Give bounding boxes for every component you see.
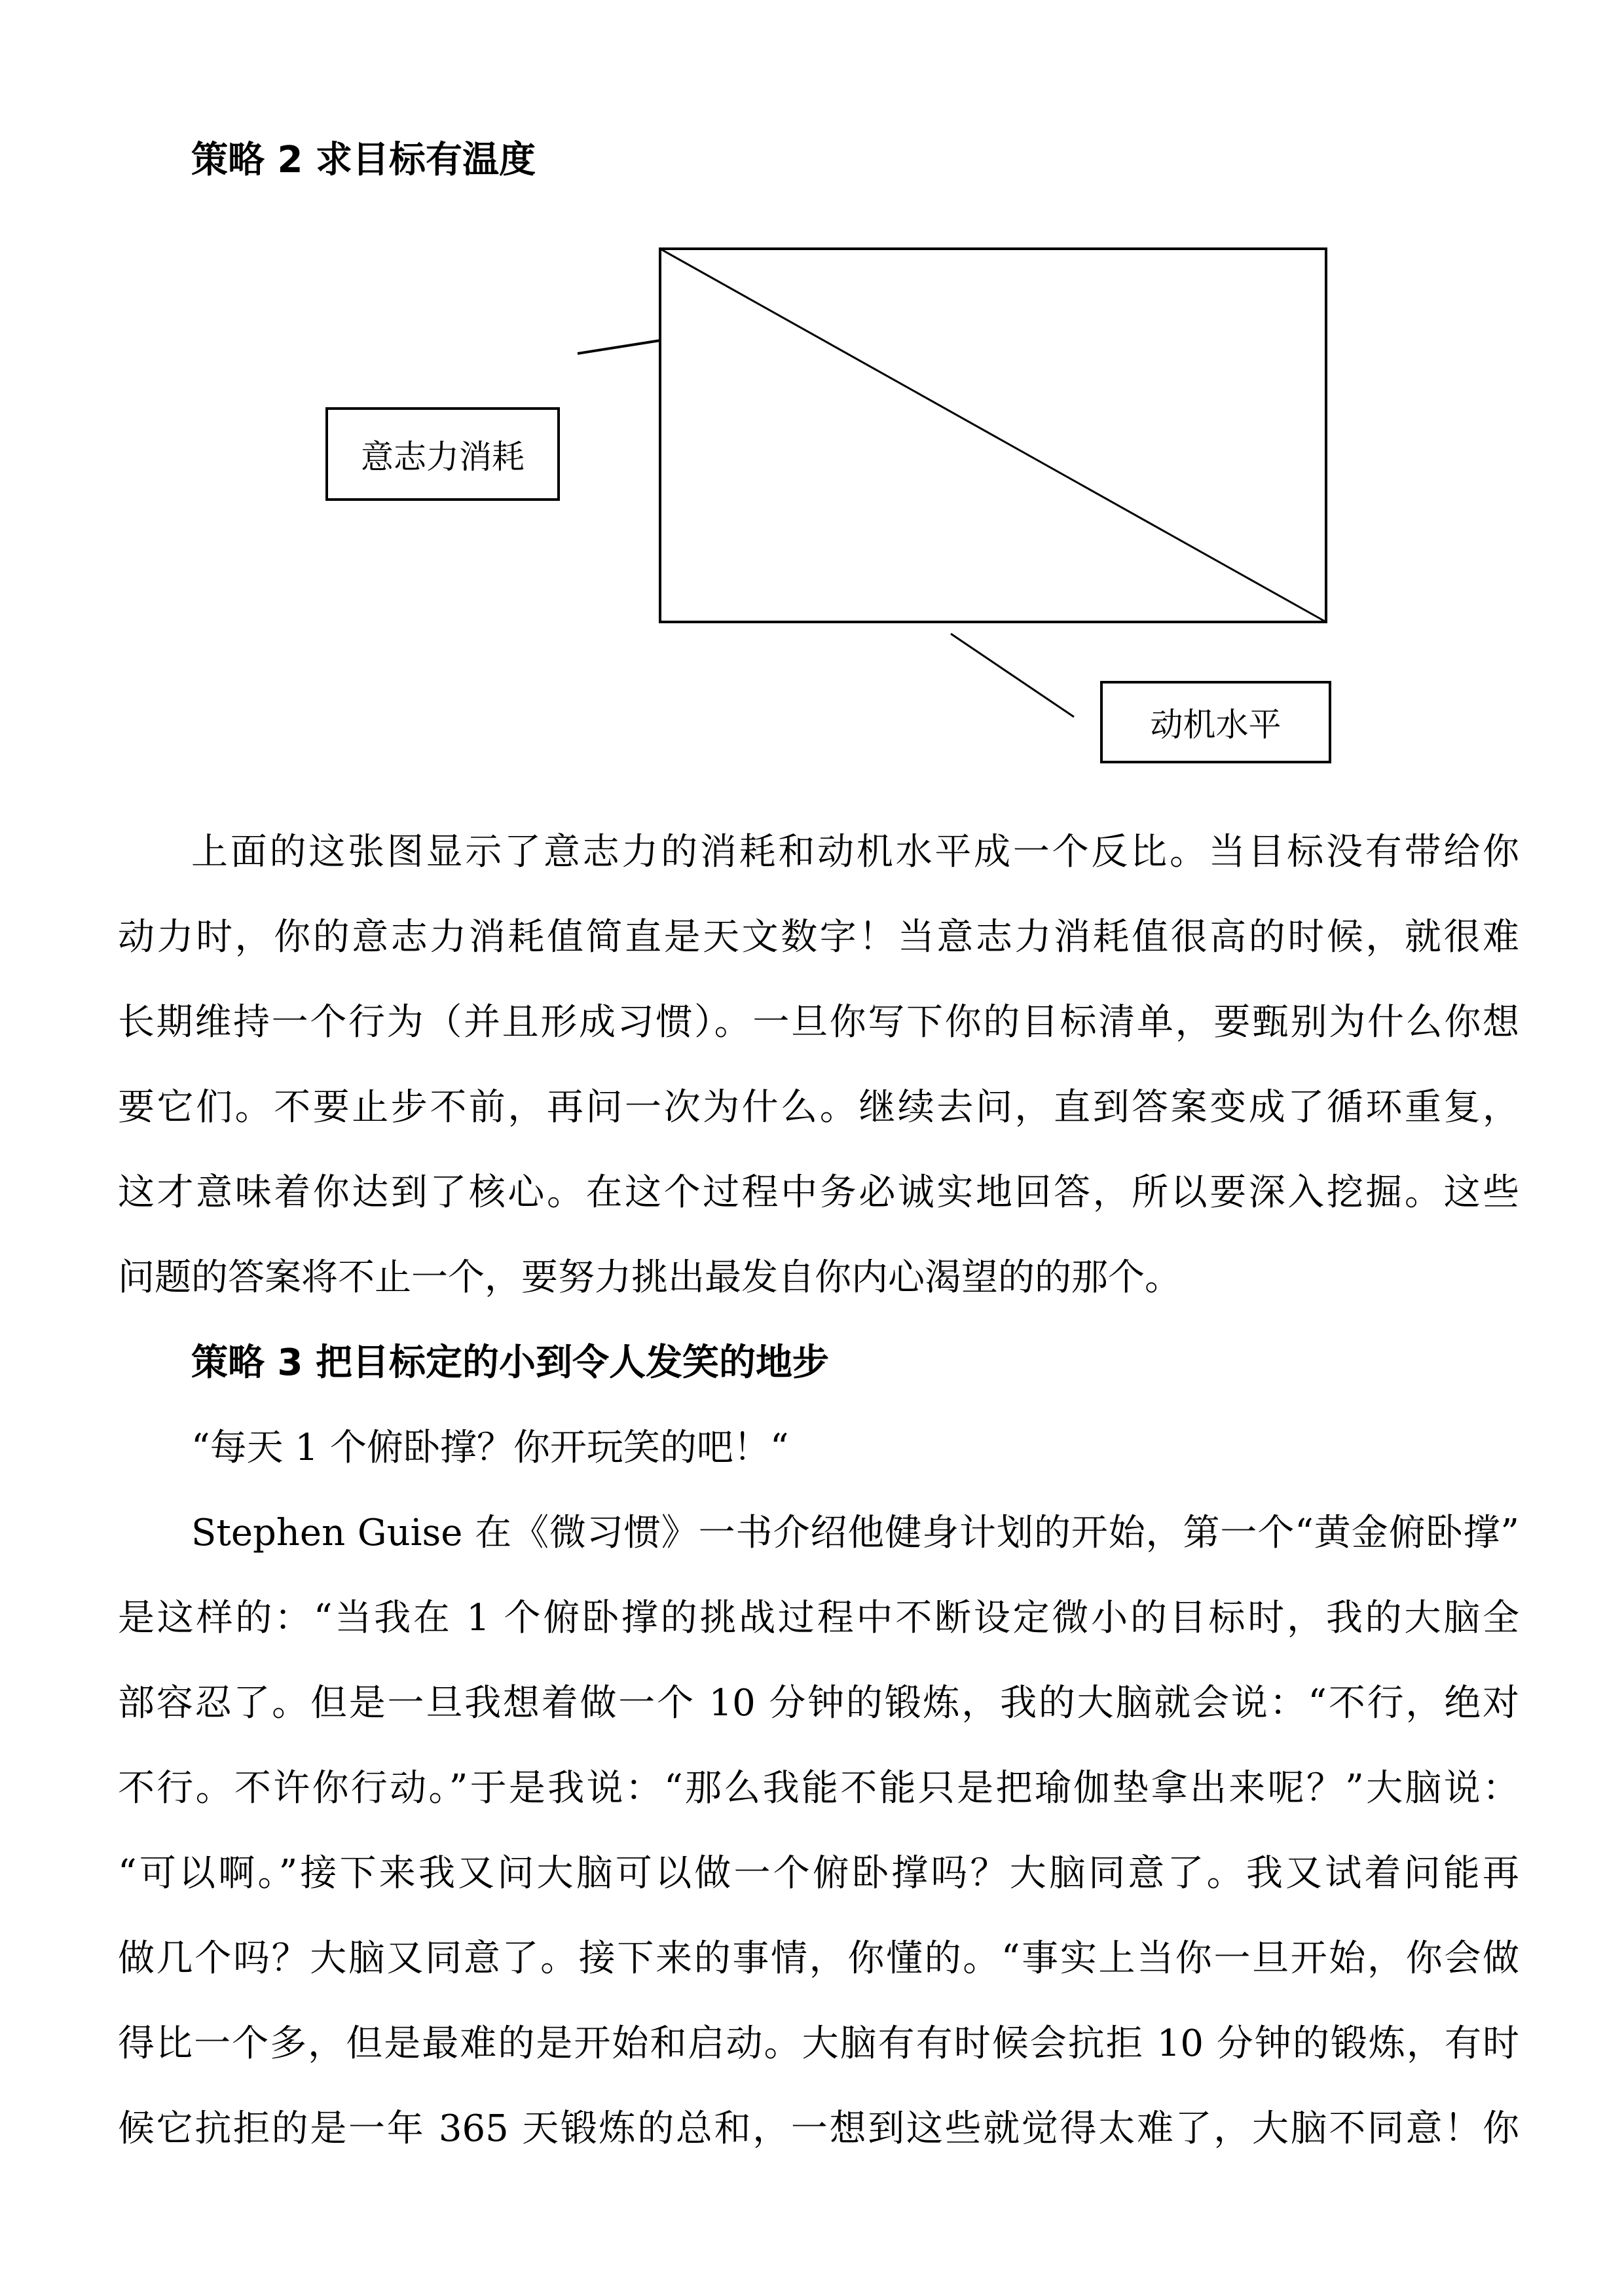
willpower-label: 意志力消耗	[361, 437, 525, 476]
diagram-diagonal	[660, 249, 1326, 622]
text-line: 不行。不许你行动。”于是我说：“那么我能不能只是把瑜伽垫拿出来呢？”大脑说：	[118, 1767, 1519, 1810]
heading-strategy-2: 策略 2 求目标有温度	[191, 139, 536, 181]
text-line: 得比一个多，但是最难的是开始和启动。大脑有有时候会抗拒 10 分钟的锻炼，有时	[118, 2022, 1519, 2065]
motivation-connector-line	[951, 634, 1074, 717]
text-line: 上面的这张图显示了意志力的消耗和动机水平成一个反比。当目标没有带给你	[191, 831, 1519, 873]
text-line: “可以啊。”接下来我又问大脑可以做一个俯卧撑吗？大脑同意了。我又试着问能再	[118, 1852, 1519, 1895]
motivation-label-box	[1100, 681, 1331, 763]
text-line: 动力时，你的意志力消耗值简直是天文数字！当意志力消耗值很高的时候，就很难	[118, 916, 1519, 958]
text-line: 做几个吗？大脑又同意了。接下来的事情，你懂的。“事实上当你一旦开始，你会做	[118, 1937, 1519, 1980]
text-line: 问题的答案将不止一个，要努力挑出最发自你内心渴望的的那个。	[118, 1256, 1181, 1299]
text-line: 是这样的：“当我在 1 个俯卧撑的挑战过程中不断设定微小的目标时，我的大脑全	[118, 1597, 1519, 1639]
text-line: 长期维持一个行为（并且形成习惯）。一旦你写下你的目标清单，要甄别为什么你想	[118, 1001, 1519, 1044]
inverse-relationship-diagram	[0, 0, 1624, 786]
willpower-connector-line	[578, 340, 660, 354]
text-line: 这才意味着你达到了核心。在这个过程中务必诚实地回答，所以要深入挖掘。这些	[118, 1171, 1519, 1214]
text-line: 部容忍了。但是一旦我想着做一个 10 分钟的锻炼，我的大脑就会说：“不行，绝对	[118, 1682, 1519, 1724]
quote-line: “每天 1 个俯卧撑？你开玩笑的吧！“	[191, 1427, 789, 1469]
heading-strategy-3: 策略 3 把目标定的小到令人发笑的地步	[191, 1341, 829, 1384]
text-line: Stephen Guise 在《微习惯》一书介绍他健身计划的开始，第一个“黄金俯卧撑”	[191, 1512, 1519, 1554]
text-line: 候它抗拒的是一年 365 天锻炼的总和，一想到这些就觉得太难了，大脑不同意！你	[118, 2107, 1519, 2150]
text-line: 要它们。不要止步不前，再问一次为什么。继续去问，直到答案变成了循环重复，	[118, 1086, 1519, 1129]
motivation-label: 动机水平	[1150, 706, 1282, 744]
willpower-label-box	[325, 407, 560, 501]
